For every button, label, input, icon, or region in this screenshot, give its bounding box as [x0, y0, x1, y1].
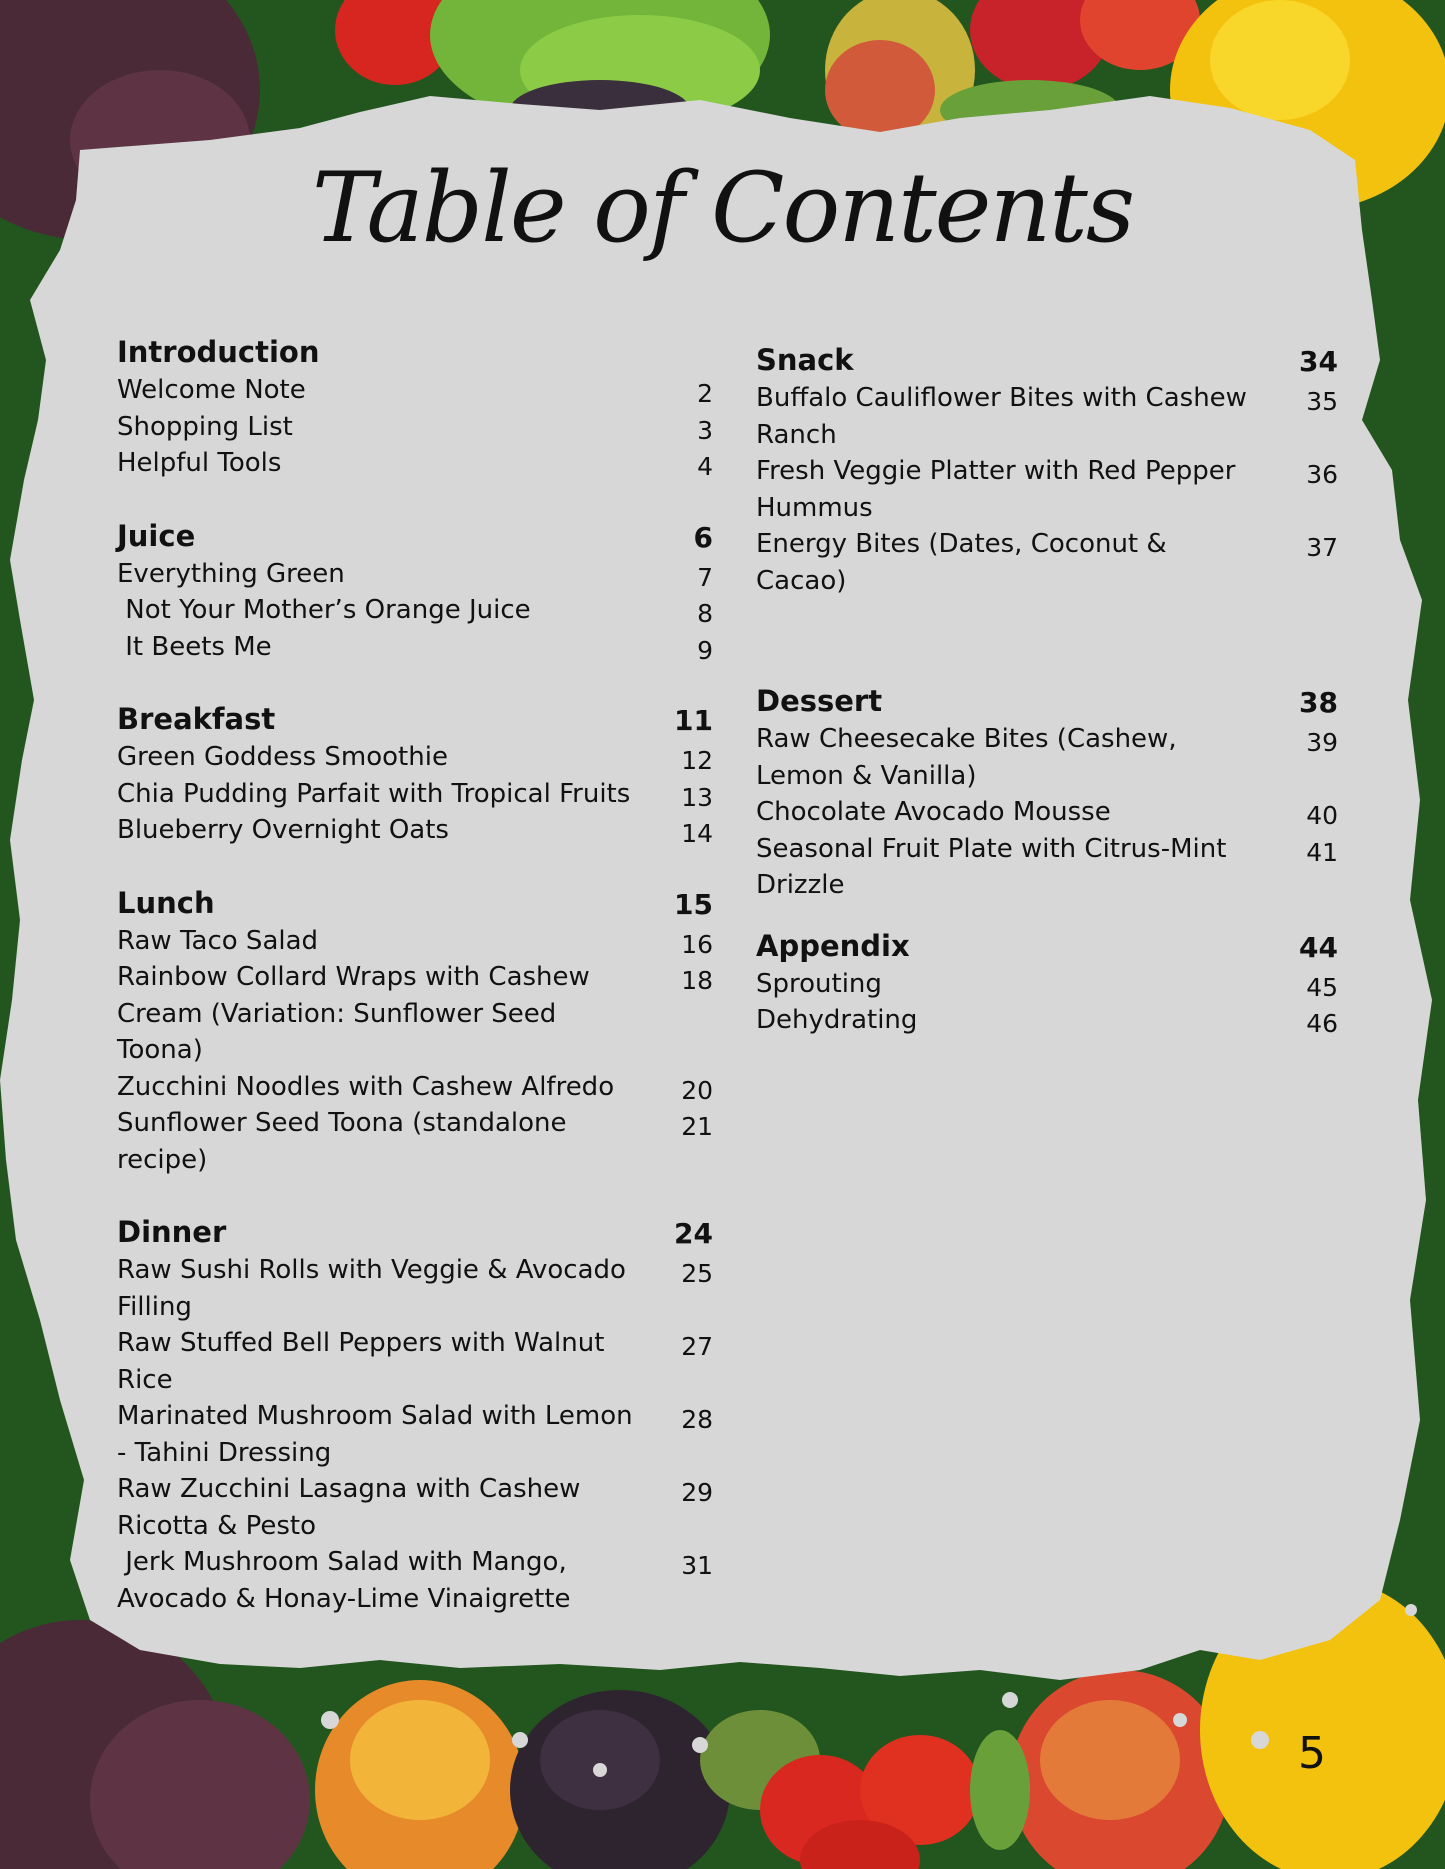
toc-section-breakfast: [117, 699, 717, 849]
entry-title: It Beets Me: [117, 631, 272, 662]
entry-title: Raw Sushi Rolls with Veggie & Avocado Filling: [117, 1255, 635, 1322]
toc-entry[interactable]: [756, 380, 1338, 453]
entry-title: Raw Cheesecake Bites (Cashew, Lemon & Vanilla): [756, 724, 1185, 791]
toc-entry[interactable]: [756, 831, 1338, 904]
entry-title: Raw Zucchini Lasagna with Cashew Ricotta & Pesto: [117, 1474, 589, 1541]
entry-title: Seasonal Fruit Plate with Citrus-Mint Drizzle: [756, 833, 1235, 900]
entry-page-number: 3: [697, 415, 713, 445]
toc-section-appendix: [756, 926, 1338, 1039]
entry-page-number: 46: [1306, 1009, 1338, 1038]
section-header[interactable]: [117, 1212, 717, 1252]
toc-entry[interactable]: [117, 812, 717, 849]
entry-title: Everything Green: [117, 558, 345, 589]
section-page-number: 24: [674, 1217, 713, 1250]
toc-entry[interactable]: [117, 1069, 717, 1106]
toc-entry[interactable]: [117, 1544, 717, 1617]
page-title: Table of Contents: [311, 152, 1134, 264]
entry-page-number: 8: [697, 599, 713, 628]
toc-entry[interactable]: [756, 966, 1338, 1003]
section-title: Introduction: [117, 335, 320, 369]
toc-entry[interactable]: [756, 721, 1338, 794]
toc-entry[interactable]: [117, 372, 717, 409]
toc-section-dessert: [756, 681, 1338, 904]
entry-page-number: 31: [681, 1551, 713, 1580]
toc-section-snack: [756, 340, 1338, 599]
section-header[interactable]: [117, 699, 717, 739]
toc-entry[interactable]: [117, 1398, 717, 1471]
toc-entry[interactable]: [756, 526, 1338, 599]
toc-entry[interactable]: [756, 794, 1338, 831]
section-title: Breakfast: [117, 702, 276, 736]
toc-entry[interactable]: [117, 1325, 717, 1398]
entry-page-number: 13: [681, 782, 713, 812]
section-header[interactable]: [117, 332, 717, 372]
entry-page-number: 4: [697, 452, 713, 481]
section-title: Dessert: [756, 684, 883, 718]
entry-title: Dehydrating: [756, 1005, 918, 1035]
section-page-number: 34: [1299, 345, 1338, 378]
section-header[interactable]: [756, 926, 1338, 966]
entry-title: Sunflower Seed Toona (standalone recipe): [117, 1108, 575, 1175]
section-header[interactable]: [117, 883, 717, 923]
entry-page-number: 41: [1306, 837, 1338, 867]
toc-entry[interactable]: [117, 739, 717, 776]
entry-page-number: 25: [681, 1259, 713, 1288]
entry-title: Chocolate Avocado Mousse: [756, 797, 1111, 827]
section-title: Appendix: [756, 928, 910, 963]
entry-page-number: 35: [1306, 387, 1338, 416]
toc-entry[interactable]: [756, 453, 1338, 526]
section-page-number: 15: [674, 887, 713, 921]
entry-title: Rainbow Collard Wraps with Cashew Cream (Variation: Sunflower Seed Toona): [117, 962, 599, 1065]
entry-title: Green Goddess Smoothie: [117, 742, 448, 772]
entry-page-number: 28: [681, 1405, 713, 1434]
entry-title: Shopping List: [117, 411, 293, 442]
entry-page-number: 20: [681, 1075, 713, 1105]
section-page-number: 6: [693, 520, 713, 554]
section-page-number: 11: [674, 704, 713, 737]
toc-entry[interactable]: [756, 1002, 1338, 1039]
entry-page-number: 2: [697, 379, 713, 408]
section-header[interactable]: [117, 516, 717, 556]
entry-page-number: 37: [1306, 533, 1338, 562]
entry-page-number: 40: [1306, 801, 1338, 830]
section-header[interactable]: [756, 340, 1338, 380]
entry-page-number: 18: [681, 966, 713, 995]
entry-title: Raw Stuffed Bell Peppers with Walnut Rice: [117, 1328, 613, 1395]
toc-entry[interactable]: [117, 776, 717, 813]
section-title: Dinner: [117, 1215, 227, 1249]
section-title: Snack: [756, 343, 854, 377]
toc-entry[interactable]: [117, 959, 717, 1069]
entry-title: Helpful Tools: [117, 448, 282, 478]
section-page-number: 38: [1299, 686, 1338, 719]
entry-page-number: 27: [681, 1332, 713, 1361]
toc-right-column: [756, 340, 1338, 1039]
entry-title: Chia Pudding Parfait with Tropical Fruits: [117, 778, 631, 809]
section-header[interactable]: [756, 681, 1338, 721]
entry-title: Raw Taco Salad: [117, 925, 319, 956]
section-title: Juice: [117, 518, 196, 553]
entry-title: Energy Bites (Dates, Coconut & Cacao): [756, 529, 1175, 596]
toc-section-juice: [117, 516, 717, 666]
toc-section-lunch: [117, 883, 717, 1179]
entry-page-number: 39: [1306, 728, 1338, 757]
entry-title: Blueberry Overnight Oats: [117, 815, 449, 845]
toc-section-introduction: [117, 332, 717, 482]
section-title: Lunch: [117, 885, 215, 920]
toc-entry[interactable]: [117, 445, 717, 482]
toc-entry[interactable]: [117, 1105, 717, 1178]
entry-title: Zucchini Noodles with Cashew Alfredo: [117, 1071, 615, 1102]
entry-page-number: 45: [1306, 972, 1338, 1002]
entry-title: Marinated Mushroom Salad with Lemon - Tahini Dressing: [117, 1401, 641, 1468]
entry-title: Sprouting: [756, 968, 882, 999]
entry-title: Welcome Note: [117, 375, 306, 405]
entry-title: Not Your Mother’s Orange Juice: [117, 595, 531, 625]
entry-title: Jerk Mushroom Salad with Mango, Avocado & Honay-Lime Vinaigrette: [117, 1547, 575, 1614]
toc-left-column: [117, 332, 717, 1617]
toc-entry[interactable]: [117, 629, 717, 666]
entry-page-number: 12: [681, 746, 713, 775]
entry-page-number: 7: [697, 562, 713, 592]
entry-page-number: 16: [681, 929, 713, 959]
section-page-number: 44: [1299, 930, 1338, 964]
toc-section-dinner: [117, 1212, 717, 1617]
toc-entry[interactable]: [117, 556, 717, 593]
toc-entry[interactable]: [117, 1252, 717, 1325]
toc-entry[interactable]: [117, 592, 717, 629]
entry-page-number: 9: [697, 635, 713, 665]
toc-entry[interactable]: [117, 923, 717, 960]
entry-title: Fresh Veggie Platter with Red Pepper Hummus: [756, 456, 1244, 523]
entry-page-number: 36: [1306, 460, 1338, 489]
entry-page-number: 14: [681, 819, 713, 848]
toc-entry[interactable]: [117, 409, 717, 446]
entry-title: Buffalo Cauliflower Bites with Cashew Ranch: [756, 383, 1256, 450]
entry-page-number: 29: [681, 1478, 713, 1507]
page-number: 5: [1298, 1728, 1326, 1779]
toc-entry[interactable]: [117, 1471, 717, 1544]
entry-page-number: 21: [681, 1112, 713, 1141]
